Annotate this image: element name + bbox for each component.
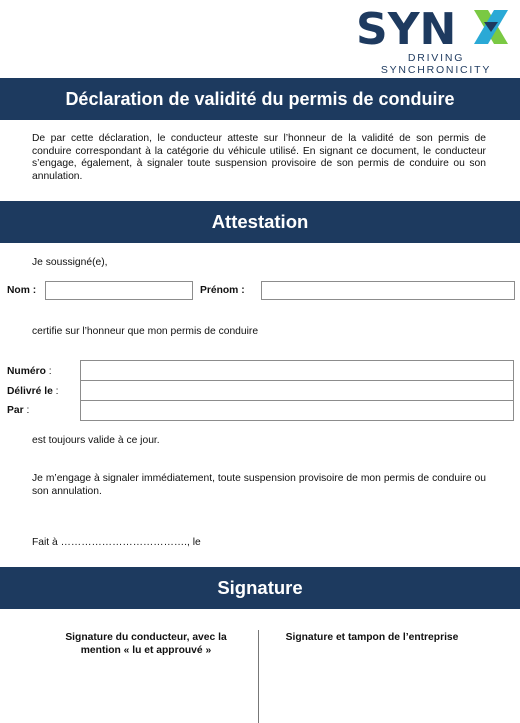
numero-colon: : [45,366,52,377]
numero-label-text: Numéro [7,366,46,377]
company-logo [356,4,516,76]
document-title: Déclaration de validité du permis de conduire [0,78,520,120]
svg-text:SYN: SYN [356,4,457,50]
logo-graphic-icon [356,4,516,50]
intro-paragraph: De par cette déclaration, le conducteur atteste sur l’honneur de la validité de son permis de conduire correspondant à la catégorie du véhicule utilisé. En signant ce document, le conducteur s’engage, également, à signaler toute suspension provisoire de son permis de conduire ou son annulation. [32,133,486,182]
attestation-title: Attestation [0,201,520,243]
par-label-text: Par [7,405,24,416]
fait-a-line: Fait à ………………………………., le [32,537,201,548]
numero-field[interactable] [80,360,514,381]
prenom-label: Prénom : [200,285,245,296]
prenom-field[interactable] [261,281,515,300]
numero-label [7,366,52,377]
engage-paragraph: Je m’engage à signaler immédiatement, toute suspension provisoire de mon permis de conduire ou son annulation. [32,473,486,497]
delivre-field[interactable] [80,380,514,401]
signature-divider [258,630,259,723]
certifie-text: certifie sur l’honneur que mon permis de conduire [32,326,259,337]
delivre-colon: : [52,386,59,397]
soussigne-text: Je soussigné(e), [32,257,108,268]
valide-text: est toujours valide à ce jour. [32,435,160,446]
par-field[interactable] [80,400,514,421]
delivre-label-text: Délivré le [7,386,53,397]
signature-conducteur-label: Signature du conducteur, avec la mention « lu et approuvé » [65,632,227,656]
signature-entreprise-label: Signature et tampon de l’entreprise [285,632,459,643]
logo-tagline: DRIVING SYNCHRONICITY [380,52,492,76]
nom-label: Nom : [7,285,37,296]
nom-field[interactable] [45,281,193,300]
par-colon: : [23,405,30,416]
par-label [7,405,29,416]
signature-title: Signature [0,567,520,609]
delivre-label [7,386,59,397]
